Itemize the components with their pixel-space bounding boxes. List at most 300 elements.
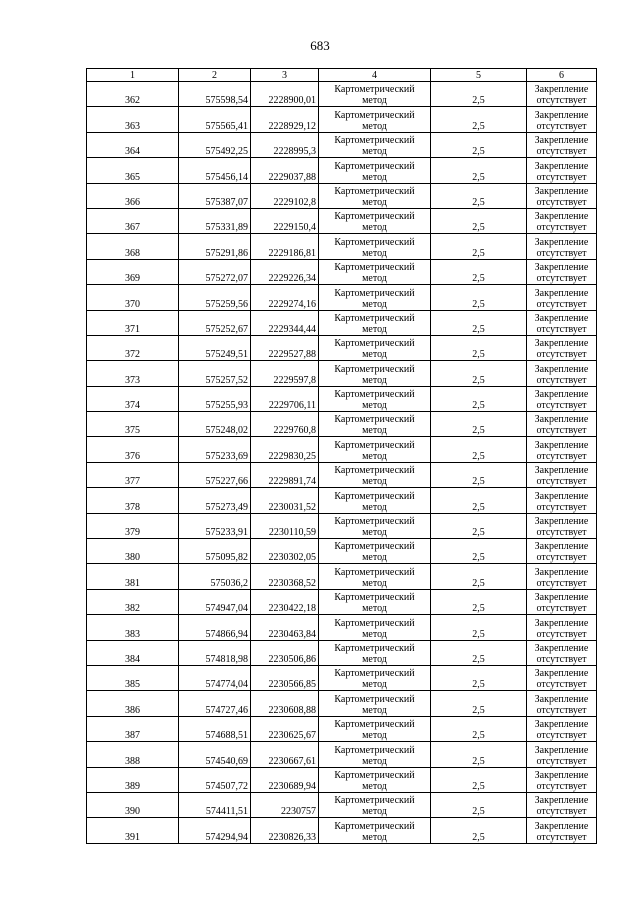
method-line-1: Картометрический	[334, 617, 415, 629]
fixation-line-2: отсутствует	[536, 400, 587, 412]
table-row	[87, 437, 597, 462]
method-line-2: метод	[362, 95, 387, 107]
method-cell	[319, 234, 431, 259]
fixation-line-2: отсутствует	[536, 704, 587, 716]
coordinate-y: 2228900,01	[251, 82, 319, 107]
method-line-2: метод	[362, 780, 387, 792]
point-number: 380	[87, 539, 179, 564]
fixation-line-1: Закрепление	[534, 642, 589, 654]
method-cell	[319, 564, 431, 589]
precision-cell: 2,5	[431, 335, 527, 360]
coordinate-x: 575248,02	[179, 412, 251, 437]
fixation-line-1: Закрепление	[534, 465, 589, 477]
method-cell	[319, 615, 431, 640]
coordinate-x: 574727,46	[179, 691, 251, 716]
method-line-1: Картометрический	[334, 744, 415, 756]
fixation-line-2: отсутствует	[536, 171, 587, 183]
column-header: 1	[87, 69, 179, 82]
precision-cell: 2,5	[431, 259, 527, 284]
method-line-1: Картометрический	[334, 465, 415, 477]
precision-cell: 2,5	[431, 792, 527, 817]
fixation-cell	[527, 437, 597, 462]
point-number: 378	[87, 488, 179, 513]
method-cell	[319, 488, 431, 513]
method-cell	[319, 285, 431, 310]
fixation-cell	[527, 818, 597, 843]
coordinate-x: 575259,56	[179, 285, 251, 310]
fixation-cell	[527, 691, 597, 716]
header-row	[87, 69, 597, 82]
method-cell	[319, 767, 431, 792]
coordinate-y: 2229597,8	[251, 361, 319, 386]
fixation-line-2: отсутствует	[536, 679, 587, 691]
method-cell	[319, 716, 431, 741]
precision-cell: 2,5	[431, 82, 527, 107]
point-number: 369	[87, 259, 179, 284]
coordinate-y: 2230368,52	[251, 564, 319, 589]
column-header: 5	[431, 69, 527, 82]
method-line-2: метод	[362, 628, 387, 640]
method-line-2: метод	[362, 450, 387, 462]
coordinate-x: 574947,04	[179, 589, 251, 614]
fixation-line-1: Закрепление	[534, 566, 589, 578]
fixation-cell	[527, 640, 597, 665]
method-line-2: метод	[362, 349, 387, 361]
method-line-2: метод	[362, 171, 387, 183]
method-line-1: Картометрический	[334, 439, 415, 451]
point-number: 367	[87, 208, 179, 233]
method-cell	[319, 792, 431, 817]
coordinate-y: 2230667,61	[251, 742, 319, 767]
point-number: 382	[87, 589, 179, 614]
precision-cell: 2,5	[431, 691, 527, 716]
point-number: 387	[87, 716, 179, 741]
point-number: 391	[87, 818, 179, 843]
point-number: 381	[87, 564, 179, 589]
fixation-line-1: Закрепление	[534, 185, 589, 197]
table-row	[87, 589, 597, 614]
point-number: 390	[87, 792, 179, 817]
method-line-2: метод	[362, 247, 387, 259]
method-cell	[319, 665, 431, 690]
fixation-line-2: отсутствует	[536, 247, 587, 259]
coordinate-x: 574294,94	[179, 818, 251, 843]
fixation-line-2: отсутствует	[536, 628, 587, 640]
point-number: 366	[87, 183, 179, 208]
method-line-2: метод	[362, 806, 387, 818]
fixation-line-2: отсутствует	[536, 146, 587, 158]
fixation-line-1: Закрепление	[534, 84, 589, 96]
coordinate-x: 575273,49	[179, 488, 251, 513]
precision-cell: 2,5	[431, 742, 527, 767]
fixation-cell	[527, 107, 597, 132]
method-line-1: Картометрический	[334, 135, 415, 147]
fixation-cell	[527, 158, 597, 183]
fixation-cell	[527, 208, 597, 233]
point-number: 372	[87, 335, 179, 360]
method-cell	[319, 335, 431, 360]
method-cell	[319, 259, 431, 284]
fixation-cell	[527, 539, 597, 564]
method-line-1: Картометрический	[334, 262, 415, 274]
fixation-cell	[527, 386, 597, 411]
method-cell	[319, 361, 431, 386]
method-line-1: Картометрический	[334, 389, 415, 401]
fixation-line-1: Закрепление	[534, 490, 589, 502]
point-number: 388	[87, 742, 179, 767]
point-number: 383	[87, 615, 179, 640]
point-number: 375	[87, 412, 179, 437]
method-cell	[319, 462, 431, 487]
table-row	[87, 462, 597, 487]
method-line-1: Картометрический	[334, 185, 415, 197]
point-number: 371	[87, 310, 179, 335]
point-number: 362	[87, 82, 179, 107]
method-cell	[319, 640, 431, 665]
fixation-cell	[527, 767, 597, 792]
table-header	[87, 69, 597, 82]
coordinate-y: 2229274,16	[251, 285, 319, 310]
table-row	[87, 234, 597, 259]
column-header: 3	[251, 69, 319, 82]
method-line-1: Картометрический	[334, 363, 415, 375]
method-line-2: метод	[362, 603, 387, 615]
fixation-line-1: Закрепление	[534, 109, 589, 121]
coordinate-y: 2230422,18	[251, 589, 319, 614]
method-cell	[319, 183, 431, 208]
coordinate-y: 2229150,4	[251, 208, 319, 233]
method-cell	[319, 132, 431, 157]
method-line-2: метод	[362, 552, 387, 564]
precision-cell: 2,5	[431, 615, 527, 640]
coordinate-x: 574411,51	[179, 792, 251, 817]
coordinate-y: 2229037,88	[251, 158, 319, 183]
fixation-cell	[527, 412, 597, 437]
coordinate-y: 2230463,84	[251, 615, 319, 640]
fixation-line-2: отсутствует	[536, 374, 587, 386]
fixation-line-2: отсутствует	[536, 450, 587, 462]
fixation-line-2: отсутствует	[536, 755, 587, 767]
coordinate-x: 574866,94	[179, 615, 251, 640]
coordinate-y: 2230031,52	[251, 488, 319, 513]
method-line-2: метод	[362, 501, 387, 513]
table-row	[87, 132, 597, 157]
point-number: 368	[87, 234, 179, 259]
fixation-line-2: отсутствует	[536, 298, 587, 310]
table-row	[87, 564, 597, 589]
method-cell	[319, 82, 431, 107]
fixation-line-1: Закрепление	[534, 389, 589, 401]
method-cell	[319, 208, 431, 233]
coordinate-x: 575252,67	[179, 310, 251, 335]
precision-cell: 2,5	[431, 412, 527, 437]
precision-cell: 2,5	[431, 234, 527, 259]
page-number: 683	[310, 38, 330, 53]
coordinate-y: 2230689,94	[251, 767, 319, 792]
method-line-2: метод	[362, 831, 387, 843]
method-cell	[319, 539, 431, 564]
fixation-line-2: отсутствует	[536, 780, 587, 792]
coordinate-x: 575598,54	[179, 82, 251, 107]
coordinate-x: 575227,66	[179, 462, 251, 487]
fixation-line-2: отсутствует	[536, 120, 587, 132]
coordinate-y: 2229830,25	[251, 437, 319, 462]
fixation-cell	[527, 285, 597, 310]
coordinate-x: 574507,72	[179, 767, 251, 792]
method-cell	[319, 310, 431, 335]
fixation-cell	[527, 132, 597, 157]
fixation-line-1: Закрепление	[534, 516, 589, 528]
method-line-1: Картометрический	[334, 414, 415, 426]
method-line-1: Картометрический	[334, 566, 415, 578]
method-line-1: Картометрический	[334, 592, 415, 604]
fixation-cell	[527, 564, 597, 589]
fixation-cell	[527, 716, 597, 741]
fixation-line-1: Закрепление	[534, 541, 589, 553]
method-cell	[319, 412, 431, 437]
point-number: 385	[87, 665, 179, 690]
table-row	[87, 742, 597, 767]
coordinate-x: 575036,2	[179, 564, 251, 589]
fixation-cell	[527, 742, 597, 767]
coordinate-y: 2229186,81	[251, 234, 319, 259]
method-line-2: метод	[362, 653, 387, 665]
coordinate-y: 2229760,8	[251, 412, 319, 437]
coordinate-x: 575331,89	[179, 208, 251, 233]
precision-cell: 2,5	[431, 361, 527, 386]
fixation-cell	[527, 462, 597, 487]
method-line-1: Картометрический	[334, 668, 415, 680]
method-cell	[319, 437, 431, 462]
method-line-1: Картометрический	[334, 338, 415, 350]
method-line-1: Картометрический	[334, 820, 415, 832]
method-line-2: метод	[362, 755, 387, 767]
fixation-line-1: Закрепление	[534, 287, 589, 299]
method-line-2: метод	[362, 323, 387, 335]
fixation-line-1: Закрепление	[534, 414, 589, 426]
fixation-line-2: отсутствует	[536, 476, 587, 488]
fixation-line-2: отсутствует	[536, 603, 587, 615]
table-row	[87, 488, 597, 513]
table-row	[87, 208, 597, 233]
fixation-cell	[527, 335, 597, 360]
table-row	[87, 183, 597, 208]
precision-cell: 2,5	[431, 208, 527, 233]
coordinate-x: 575456,14	[179, 158, 251, 183]
coordinate-y: 2230757	[251, 792, 319, 817]
fixation-line-1: Закрепление	[534, 135, 589, 147]
method-line-2: метод	[362, 577, 387, 589]
method-line-1: Картометрический	[334, 642, 415, 654]
method-line-2: метод	[362, 196, 387, 208]
method-cell	[319, 818, 431, 843]
fixation-cell	[527, 615, 597, 640]
fixation-line-2: отсутствует	[536, 501, 587, 513]
method-line-2: метод	[362, 374, 387, 386]
precision-cell: 2,5	[431, 665, 527, 690]
table-row	[87, 513, 597, 538]
coordinate-x: 575257,52	[179, 361, 251, 386]
coordinate-y: 2230608,88	[251, 691, 319, 716]
method-line-2: метод	[362, 679, 387, 691]
fixation-cell	[527, 82, 597, 107]
point-number: 389	[87, 767, 179, 792]
table-row	[87, 361, 597, 386]
table-row	[87, 158, 597, 183]
fixation-line-2: отсутствует	[536, 577, 587, 589]
method-cell	[319, 158, 431, 183]
fixation-line-2: отсутствует	[536, 831, 587, 843]
precision-cell: 2,5	[431, 183, 527, 208]
table-row	[87, 335, 597, 360]
method-line-1: Картометрический	[334, 109, 415, 121]
point-number: 374	[87, 386, 179, 411]
fixation-line-2: отсутствует	[536, 95, 587, 107]
coordinate-y: 2230566,85	[251, 665, 319, 690]
fixation-line-1: Закрепление	[534, 693, 589, 705]
point-number: 373	[87, 361, 179, 386]
coordinate-x: 575249,51	[179, 335, 251, 360]
method-line-1: Картометрический	[334, 84, 415, 96]
table-row	[87, 412, 597, 437]
method-line-2: метод	[362, 146, 387, 158]
coordinate-y: 2229706,11	[251, 386, 319, 411]
coordinate-x: 574688,51	[179, 716, 251, 741]
fixation-line-2: отсутствует	[536, 552, 587, 564]
fixation-line-2: отсутствует	[536, 806, 587, 818]
fixation-cell	[527, 488, 597, 513]
method-cell	[319, 386, 431, 411]
coordinate-x: 575272,07	[179, 259, 251, 284]
method-line-1: Картометрический	[334, 211, 415, 223]
fixation-cell	[527, 513, 597, 538]
point-number: 370	[87, 285, 179, 310]
fixation-line-1: Закрепление	[534, 617, 589, 629]
method-line-2: метод	[362, 120, 387, 132]
method-line-2: метод	[362, 730, 387, 742]
precision-cell: 2,5	[431, 640, 527, 665]
coordinate-x: 575387,07	[179, 183, 251, 208]
method-cell	[319, 107, 431, 132]
method-cell	[319, 742, 431, 767]
method-line-2: метод	[362, 400, 387, 412]
fixation-cell	[527, 183, 597, 208]
coordinate-x: 575565,41	[179, 107, 251, 132]
table-row	[87, 539, 597, 564]
method-line-1: Картометрический	[334, 516, 415, 528]
coordinate-y: 2228929,12	[251, 107, 319, 132]
method-line-1: Картометрический	[334, 693, 415, 705]
precision-cell: 2,5	[431, 158, 527, 183]
table-row	[87, 665, 597, 690]
precision-cell: 2,5	[431, 462, 527, 487]
method-line-2: метод	[362, 527, 387, 539]
method-line-1: Картометрический	[334, 287, 415, 299]
fixation-line-1: Закрепление	[534, 211, 589, 223]
table-row	[87, 259, 597, 284]
fixation-line-2: отсутствует	[536, 323, 587, 335]
fixation-cell	[527, 310, 597, 335]
method-line-1: Картометрический	[334, 795, 415, 807]
precision-cell: 2,5	[431, 589, 527, 614]
fixation-line-1: Закрепление	[534, 338, 589, 350]
coordinate-y: 2230826,33	[251, 818, 319, 843]
precision-cell: 2,5	[431, 513, 527, 538]
precision-cell: 2,5	[431, 132, 527, 157]
table-row	[87, 82, 597, 107]
point-number: 363	[87, 107, 179, 132]
fixation-line-1: Закрепление	[534, 592, 589, 604]
fixation-line-2: отсутствует	[536, 527, 587, 539]
fixation-cell	[527, 361, 597, 386]
fixation-line-2: отсутствует	[536, 349, 587, 361]
precision-cell: 2,5	[431, 488, 527, 513]
method-line-1: Картометрический	[334, 769, 415, 781]
point-number: 376	[87, 437, 179, 462]
table-row	[87, 767, 597, 792]
coordinate-x: 575233,69	[179, 437, 251, 462]
fixation-line-1: Закрепление	[534, 160, 589, 172]
fixation-line-1: Закрепление	[534, 668, 589, 680]
fixation-line-1: Закрепление	[534, 769, 589, 781]
fixation-line-1: Закрепление	[534, 363, 589, 375]
coordinate-y: 2230625,67	[251, 716, 319, 741]
coordinate-y: 2229891,74	[251, 462, 319, 487]
table-row	[87, 691, 597, 716]
coordinate-x: 575492,25	[179, 132, 251, 157]
coordinate-x: 574540,69	[179, 742, 251, 767]
fixation-line-1: Закрепление	[534, 719, 589, 731]
method-line-1: Картометрический	[334, 541, 415, 553]
coordinate-x: 575095,82	[179, 539, 251, 564]
point-number: 384	[87, 640, 179, 665]
fixation-line-1: Закрепление	[534, 312, 589, 324]
precision-cell: 2,5	[431, 564, 527, 589]
precision-cell: 2,5	[431, 818, 527, 843]
point-number: 365	[87, 158, 179, 183]
fixation-line-1: Закрепление	[534, 795, 589, 807]
table-row	[87, 107, 597, 132]
fixation-line-2: отсутствует	[536, 273, 587, 285]
coordinate-x: 575291,86	[179, 234, 251, 259]
method-line-1: Картометрический	[334, 312, 415, 324]
precision-cell: 2,5	[431, 285, 527, 310]
table-body	[87, 82, 597, 844]
column-header: 4	[319, 69, 431, 82]
method-cell	[319, 513, 431, 538]
column-header: 2	[179, 69, 251, 82]
fixation-cell	[527, 665, 597, 690]
table-row	[87, 818, 597, 843]
precision-cell: 2,5	[431, 539, 527, 564]
fixation-line-2: отсутствует	[536, 425, 587, 437]
coordinate-y: 2229527,88	[251, 335, 319, 360]
precision-cell: 2,5	[431, 310, 527, 335]
method-line-2: метод	[362, 476, 387, 488]
fixation-line-1: Закрепление	[534, 236, 589, 248]
fixation-line-1: Закрепление	[534, 744, 589, 756]
fixation-cell	[527, 234, 597, 259]
coordinate-x: 575255,93	[179, 386, 251, 411]
method-line-2: метод	[362, 273, 387, 285]
column-header: 6	[527, 69, 597, 82]
coordinate-x: 575233,91	[179, 513, 251, 538]
point-number: 379	[87, 513, 179, 538]
fixation-cell	[527, 792, 597, 817]
coordinate-y: 2228995,3	[251, 132, 319, 157]
method-line-1: Картометрический	[334, 160, 415, 172]
point-number: 386	[87, 691, 179, 716]
